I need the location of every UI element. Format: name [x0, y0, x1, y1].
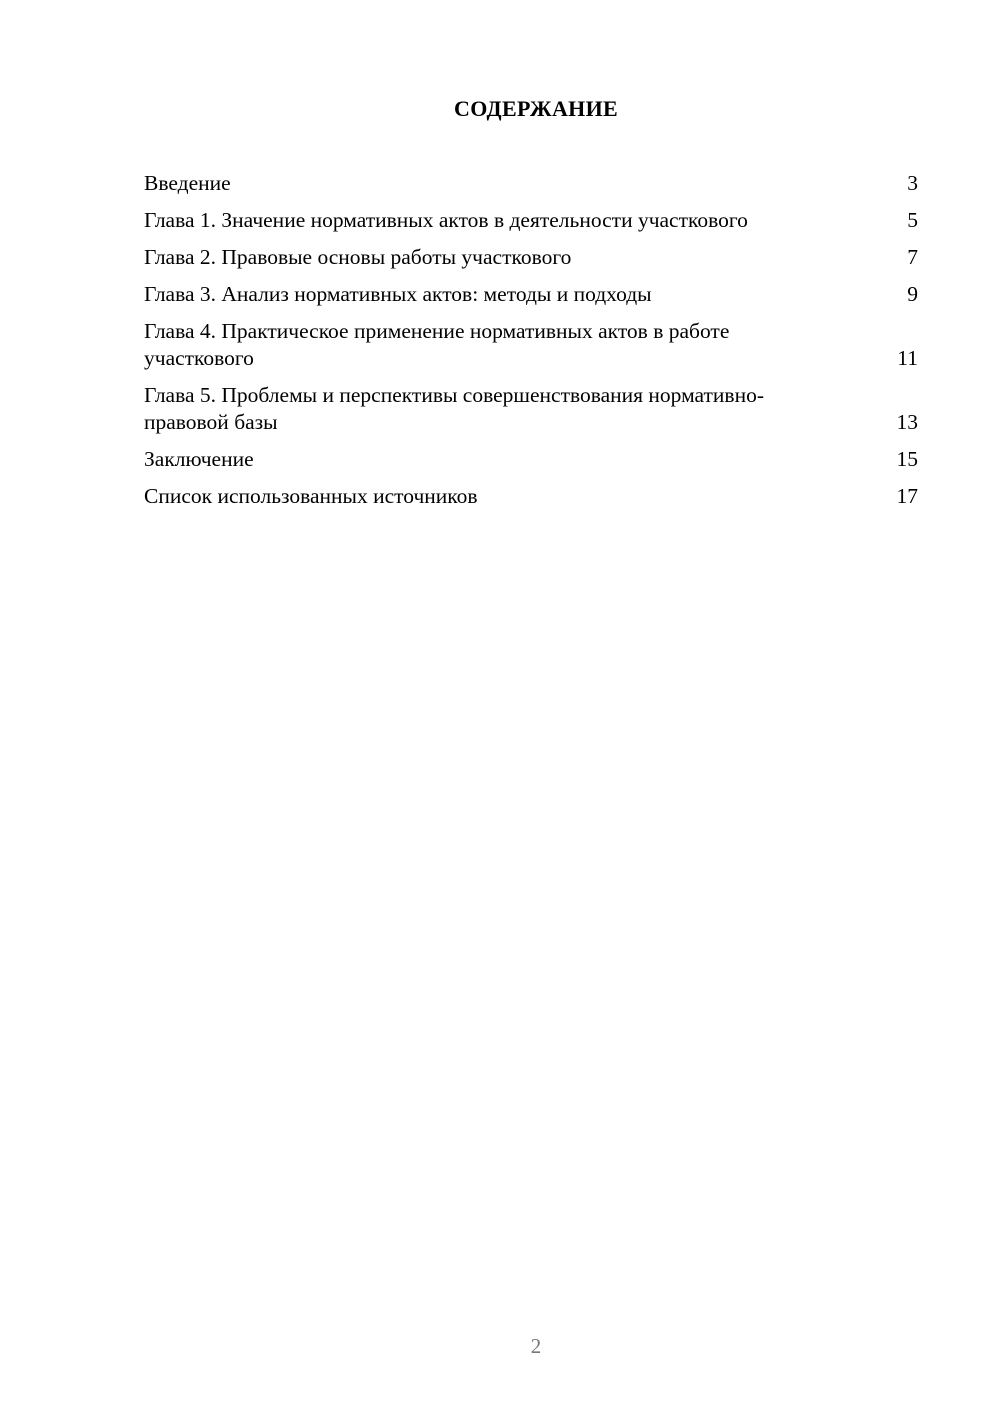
toc-entry-title: Глава 3. Анализ нормативных актов: методы и подходы: [144, 282, 652, 306]
toc-entry-references[interactable]: [144, 483, 918, 510]
toc-entry-introduction[interactable]: [144, 170, 918, 197]
toc-entry-title: Глава 1. Значение нормативных актов в деятельности участкового: [144, 208, 748, 232]
toc-entry-chapter-3[interactable]: [144, 281, 918, 308]
toc-entry-page-number: 7: [907, 245, 918, 269]
toc-entry-title: Глава 4. Практическое применение нормативных актов в работе участкового: [144, 319, 730, 370]
toc-entry-page-number: 15: [896, 447, 918, 471]
toc-entry-page-number: 9: [907, 282, 918, 306]
table-of-contents: [144, 170, 918, 520]
toc-entry-chapter-1[interactable]: [144, 207, 918, 234]
toc-entry-chapter-5[interactable]: [144, 382, 918, 436]
toc-entry-title: Заключение: [144, 447, 254, 471]
toc-entry-title: Глава 5. Проблемы и перспективы совершенствования нормативно-правовой базы: [144, 383, 764, 434]
toc-entry-title: Введение: [144, 171, 231, 195]
page-number: 2: [530, 1334, 542, 1358]
toc-entry-page-number: 17: [896, 484, 918, 508]
toc-entry-page-number: 3: [907, 171, 918, 195]
toc-entry-page-number: 13: [896, 410, 918, 434]
toc-entry-title: Глава 2. Правовые основы работы участкового: [144, 245, 572, 269]
toc-entry-chapter-4[interactable]: [144, 318, 918, 372]
toc-entry-conclusion[interactable]: [144, 446, 918, 473]
page-title: СОДЕРЖАНИЕ: [454, 96, 618, 121]
toc-entry-page-number: 5: [907, 208, 918, 232]
toc-entry-page-number: 11: [897, 346, 918, 370]
toc-entry-chapter-2[interactable]: [144, 244, 918, 271]
toc-entry-title: Список использованных источников: [144, 484, 478, 508]
